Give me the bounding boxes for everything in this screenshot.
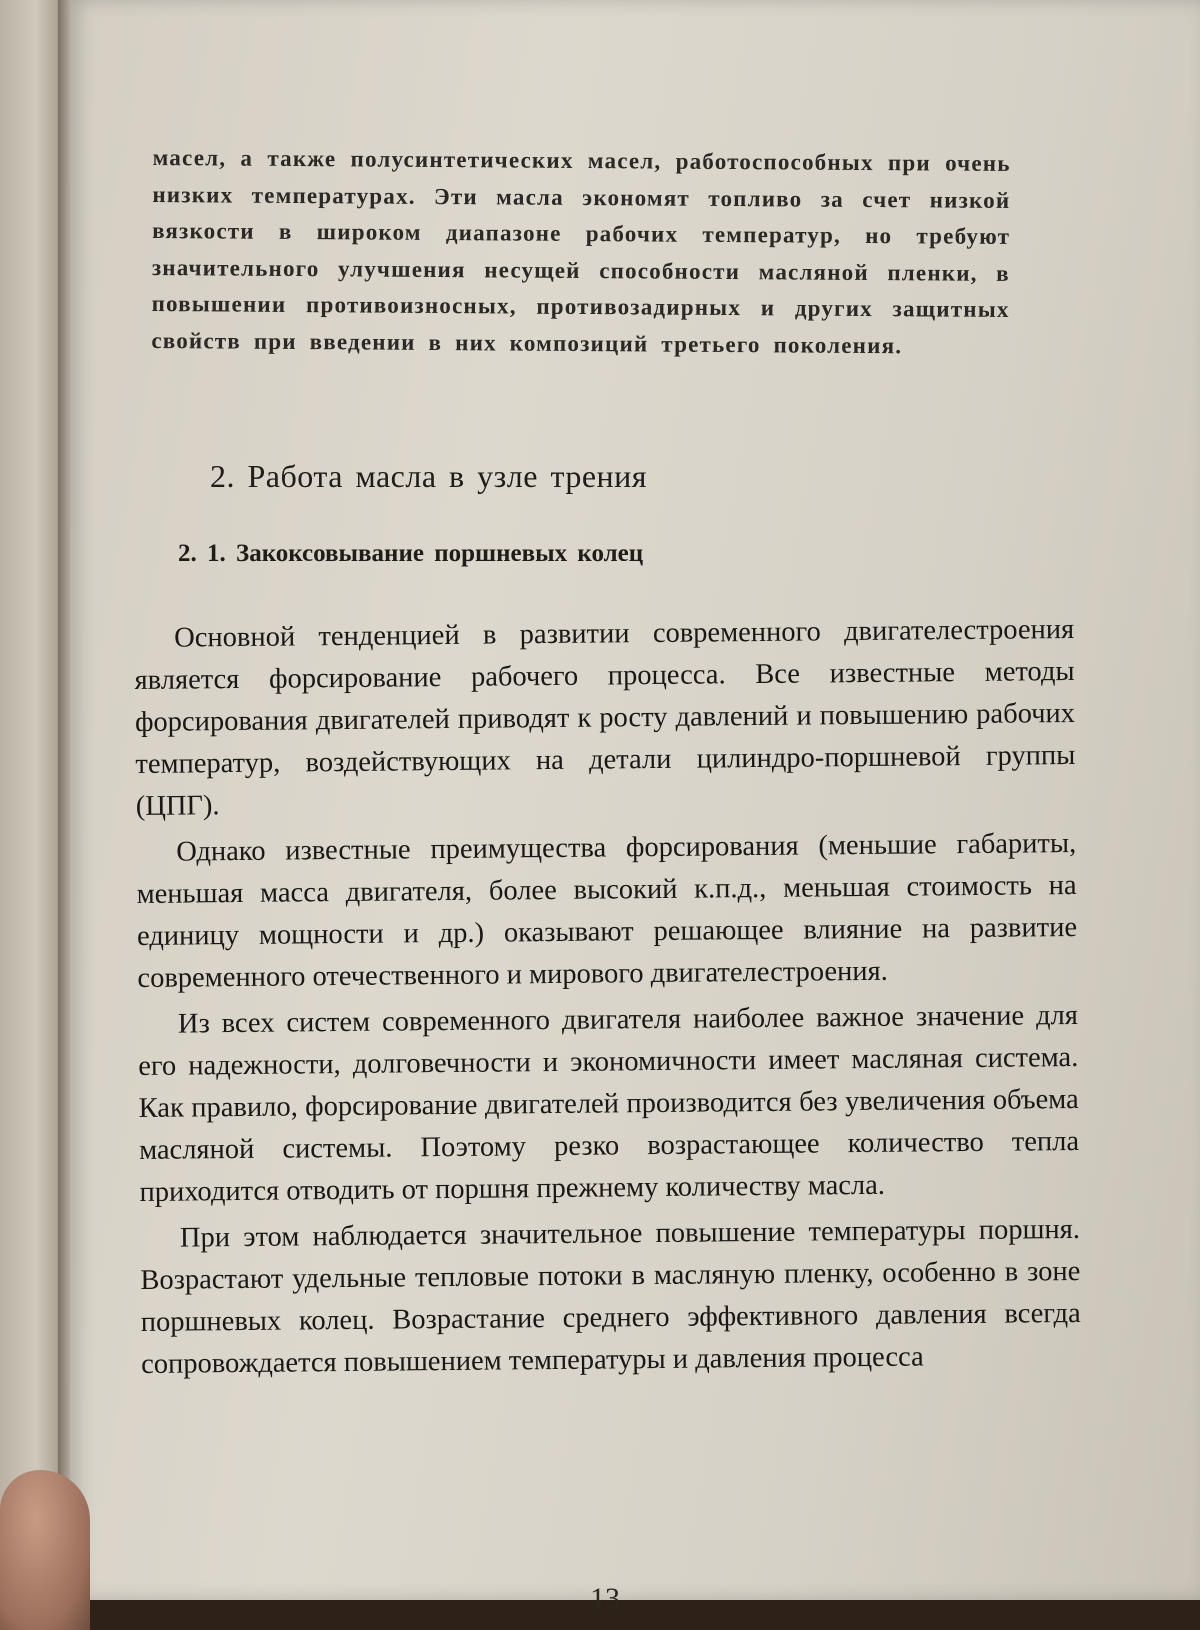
body-paragraph: Однако известные преимущества форсирования (меньшие габариты, меньшая масса двигателя, более высокий к.п.д., меньшая стоимость на единицу мощности и др.) оказывают решающее влияние на развитие современного отечественного и мирового двигателестроения. [136,827,1078,994]
section-heading: 2. Работа масла в узле трения [210,458,648,494]
body-paragraph: При этом наблюдается значительное повышение температуры поршня. Возрастают удельные тепловые потоки в масляную пленку, особенно в зоне поршневых колец. Возрастание среднего эффективного давления всегда сопровождается повышением температуры и давления процесса [140,1213,1081,1380]
body-paragraph: Из всех систем современного двигателя наиболее важное значение для его надежности, долговечности и экономичности имеет масляная система. Как правило, форсирование двигателей производится без увеличения объема масляной системы. Поэтому резко возрастающее количество тепла приходится отводить от поршня прежнему количеству масла. [138,999,1080,1208]
subsection-heading: 2. 1. Закоксовывание поршневых колец [178,540,644,567]
intro-paragraph: масел, а также полусинтетических масел, работоспособных при очень низких температурах. Эти масла экономят топливо за счет низкой вязкости в широком диапазоне рабочих температур, но требуют значительного улучшения несущей способности масляной пленки, в повышении противоизносных, противозадирных и других защитных свойств при введении в них композиций третьего поколения. [151,145,1011,358]
body-paragraph: Основной тенденцией в развитии современного двигателестроения является форсирование рабочего процесса. Все известные методы форсирования двигателей приводят к росту давлений и повышению рабочих температур, воздействующих на детали цилиндро-поршневой группы (ЦПГ). [134,613,1076,822]
left-page-edge [0,0,60,1600]
thumb [0,1470,90,1630]
body-text [134,609,1081,1386]
page-number: 13 [590,1582,620,1615]
